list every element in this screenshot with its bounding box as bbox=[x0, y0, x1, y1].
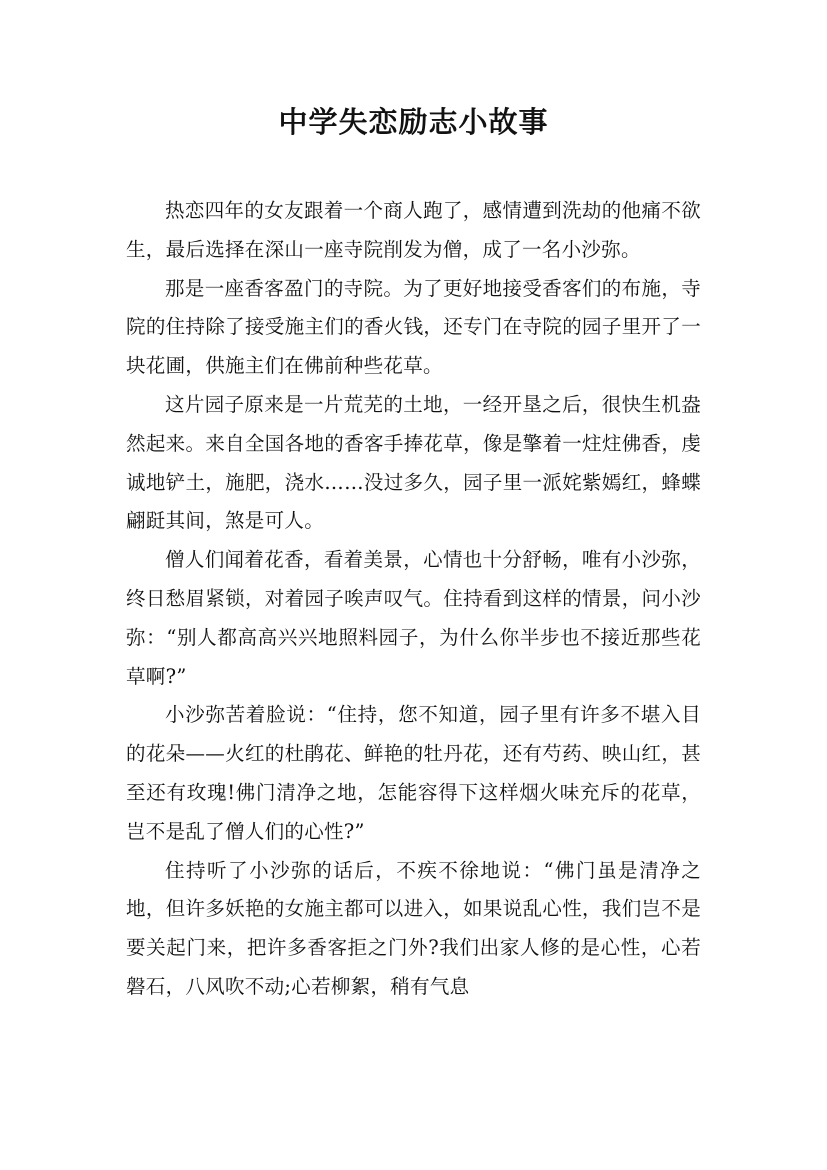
paragraph: 僧人们闻着花香，看着美景，心情也十分舒畅，唯有小沙弥，终日愁眉紧锁，对着园子唉声叹气。住持看到这样的情景，问小沙弥：“别人都高高兴兴地照料园子，为什么你半步也不接近那些花草啊?” bbox=[126, 548, 701, 688]
paragraph: 住持听了小沙弥的话后，不疾不徐地说：“佛门虽是清净之地，但许多妖艳的女施主都可以进入，如果说乱心性，我们岂不是要关起门来，把许多香客拒之门外?我们出家人修的是心性，心若磐石，八风吹不动;心若柳絮，稍有气息 bbox=[126, 858, 701, 998]
paragraph: 那是一座香客盈门的寺院。为了更好地接受香客们的布施，寺院的住持除了接受施主们的香火钱，还专门在寺院的园子里开了一块花圃，供施主们在佛前种些花草。 bbox=[126, 276, 701, 378]
paragraph: 热恋四年的女友跟着一个商人跑了，感情遭到洗劫的他痛不欲生，最后选择在深山一座寺院削发为僧，成了一名小沙弥。 bbox=[126, 199, 701, 261]
paragraph: 小沙弥苦着脸说：“住持，您不知道，园子里有许多不堪入目的花朵——火红的杜鹃花、鲜艳的牡丹花，还有芍药、映山红，甚至还有玫瑰!佛门清净之地，怎能容得下这样烟火味充斥的花草，岂不是乱了僧人们的心性?” bbox=[126, 703, 701, 843]
document-title: 中学失恋励志小故事 bbox=[278, 105, 549, 139]
document-body bbox=[126, 192, 701, 1007]
paragraph: 这片园子原来是一片荒芜的土地，一经开垦之后，很快生机盎然起来。来自全国各地的香客手捧花草，像是擎着一炷炷佛香，虔诚地铲土，施肥，浇水……没过多久，园子里一派姹紫嫣红，蜂蝶翩跹其间，煞是可人。 bbox=[126, 392, 701, 533]
